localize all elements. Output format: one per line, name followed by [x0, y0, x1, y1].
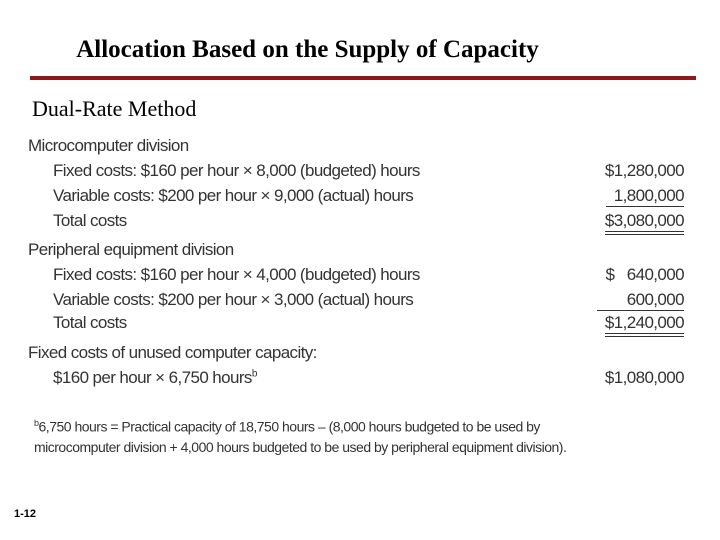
- row-label: Total costs: [53, 313, 127, 332]
- row-label: Fixed costs: $160 per hour × 4,000 (budgeted) hours: [53, 265, 420, 284]
- title-divider: [30, 76, 696, 80]
- table-row: [0, 186, 720, 210]
- row-label: Variable costs: $200 per hour × 9,000 (actual) hours: [53, 186, 414, 205]
- row-amount: $3,080,000: [605, 211, 684, 235]
- row-amount: 1,800,000: [606, 186, 684, 207]
- slide-subtitle: Dual-Rate Method: [32, 96, 197, 121]
- table-row: [0, 161, 720, 185]
- footnote-line: 6,750 hours = Practical capacity of 18,750 hours – (8,000 hours budgeted to be used by: [38, 418, 540, 435]
- row-label: Fixed costs: $160 per hour × 8,000 (budgeted) hours: [53, 161, 420, 180]
- row-amount: $1,240,000: [605, 313, 684, 337]
- page-number: 1-12: [14, 508, 37, 520]
- section-heading: [0, 240, 720, 264]
- row-label: Total costs: [53, 211, 127, 230]
- footnote-marker: b: [34, 418, 39, 428]
- row-label: Fixed costs of unused computer capacity:: [28, 343, 317, 362]
- row-label: [53, 368, 257, 388]
- footnote-marker: b: [251, 368, 257, 380]
- section-heading: [0, 136, 720, 160]
- table-row: [0, 290, 720, 314]
- footnote-line: microcomputer division + 4,000 hours budgeted to be used by peripheral equipment division).: [34, 438, 567, 455]
- slide-title: Allocation Based on the Supply of Capacity: [76, 36, 539, 63]
- row-amount: $ 640,000: [605, 265, 684, 284]
- table-row: [0, 211, 720, 235]
- footnote: [34, 413, 566, 457]
- row-amount: $1,280,000: [604, 161, 684, 180]
- table-row: [0, 265, 720, 289]
- section-heading: [0, 343, 720, 367]
- row-label: Variable costs: $200 per hour × 3,000 (actual) hours: [53, 290, 414, 309]
- row-label: Microcomputer division: [28, 136, 189, 155]
- row-amount: 600,000: [597, 290, 684, 311]
- row-label: Peripheral equipment division: [28, 240, 234, 259]
- row-amount: $1,080,000: [604, 368, 684, 387]
- table-row: [0, 368, 720, 392]
- table-row: [0, 313, 720, 337]
- row-label-text: $160 per hour × 6,750 hours: [53, 368, 252, 387]
